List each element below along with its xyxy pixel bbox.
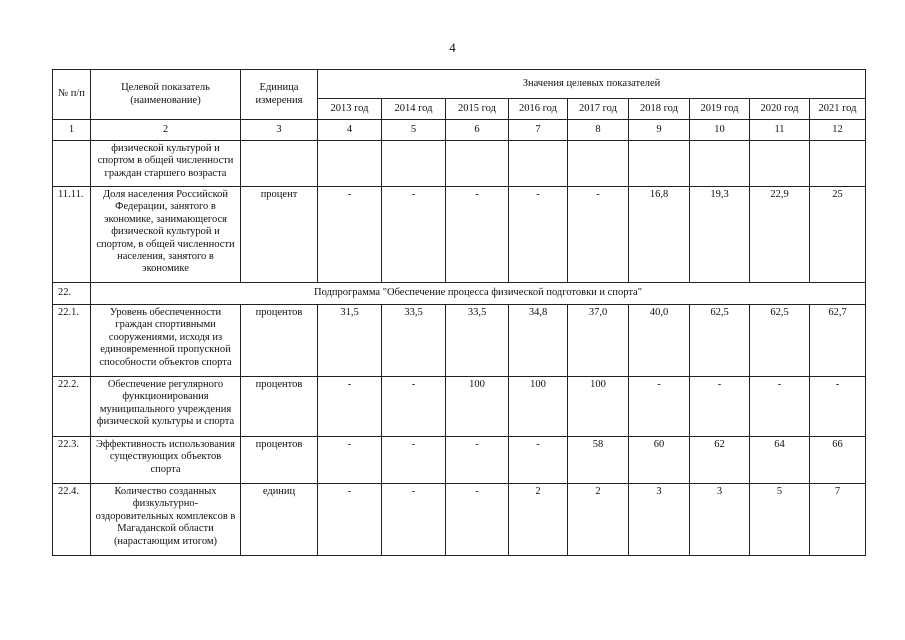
value-cell: -	[382, 437, 446, 484]
year-header: 2019 год	[690, 99, 750, 120]
value-cell: 100	[446, 377, 509, 437]
value-cell: 64	[750, 437, 810, 484]
value-cell	[382, 141, 446, 187]
value-cell: -	[382, 187, 446, 283]
value-cell: -	[318, 484, 382, 556]
value-cell: 62,5	[690, 305, 750, 377]
value-cell: 33,5	[382, 305, 446, 377]
unit: процентов	[241, 377, 318, 437]
indicator-name: Уровень обеспеченности граждан спортивными сооружениями, исходя из единовременной пропускной способности объектов спорта	[91, 305, 241, 377]
value-cell	[690, 141, 750, 187]
row-number: 22.3.	[53, 437, 91, 484]
indicator-name: Обеспечение регулярного функционирования муниципального учреждения физической культуры и спорта	[91, 377, 241, 437]
subprogram-row	[53, 283, 866, 305]
value-cell: 2	[509, 484, 568, 556]
value-cell: 33,5	[446, 305, 509, 377]
year-header: 2021 год	[810, 99, 866, 120]
value-cell: -	[629, 377, 690, 437]
unit	[241, 141, 318, 187]
target-indicators-table	[52, 69, 866, 556]
value-cell	[810, 141, 866, 187]
value-cell: 22,9	[750, 187, 810, 283]
value-cell: 62	[690, 437, 750, 484]
col-number: 9	[629, 120, 690, 141]
row-number: 22.2.	[53, 377, 91, 437]
value-cell: 3	[629, 484, 690, 556]
row-number: 22.4.	[53, 484, 91, 556]
value-cell: -	[509, 187, 568, 283]
value-cell: 25	[810, 187, 866, 283]
header-values: Значения целевых показателей	[318, 70, 866, 99]
value-cell: -	[382, 484, 446, 556]
indicator-name: физической культурой и спортом в общей численности граждан старшего возраста	[91, 141, 241, 187]
value-cell: 62,7	[810, 305, 866, 377]
unit: единиц	[241, 484, 318, 556]
value-cell: -	[810, 377, 866, 437]
value-cell: -	[318, 187, 382, 283]
indicator-name: Количество созданных физкультурно-оздоровительных комплексов в Магаданской области (нарастающим итогом)	[91, 484, 241, 556]
value-cell	[568, 141, 629, 187]
value-cell: 16,8	[629, 187, 690, 283]
unit: процентов	[241, 305, 318, 377]
unit: процентов	[241, 437, 318, 484]
value-cell: -	[509, 437, 568, 484]
value-cell: -	[318, 377, 382, 437]
header-indicator: Целевой показатель (наименование)	[91, 70, 241, 120]
year-header: 2014 год	[382, 99, 446, 120]
table-row	[53, 141, 866, 187]
value-cell: -	[446, 437, 509, 484]
year-header: 2018 год	[629, 99, 690, 120]
value-cell: 3	[690, 484, 750, 556]
value-cell: -	[446, 187, 509, 283]
value-cell	[750, 141, 810, 187]
col-number: 1	[53, 120, 91, 141]
value-cell: -	[318, 437, 382, 484]
value-cell: 40,0	[629, 305, 690, 377]
value-cell: -	[446, 484, 509, 556]
value-cell: 5	[750, 484, 810, 556]
table-row	[53, 305, 866, 377]
col-number: 4	[318, 120, 382, 141]
table-row	[53, 187, 866, 283]
year-header: 2020 год	[750, 99, 810, 120]
value-cell: 66	[810, 437, 866, 484]
value-cell: -	[568, 187, 629, 283]
year-header: 2016 год	[509, 99, 568, 120]
row-number: 22.	[53, 283, 91, 305]
year-header: 2015 год	[446, 99, 509, 120]
value-cell: -	[382, 377, 446, 437]
indicator-name: Доля населения Российской Федерации, занятого в экономике, занимающегося физической культурой и спортом, в общей численности населения, занятого в экономике	[91, 187, 241, 283]
col-number: 2	[91, 120, 241, 141]
year-header: 2017 год	[568, 99, 629, 120]
value-cell	[509, 141, 568, 187]
value-cell: -	[750, 377, 810, 437]
value-cell: 7	[810, 484, 866, 556]
value-cell	[318, 141, 382, 187]
indicator-name: Эффективность использования существующих объектов спорта	[91, 437, 241, 484]
col-number: 11	[750, 120, 810, 141]
col-number: 3	[241, 120, 318, 141]
table-row	[53, 377, 866, 437]
row-number: 22.1.	[53, 305, 91, 377]
value-cell: 19,3	[690, 187, 750, 283]
page-number: 4	[449, 40, 456, 55]
value-cell: 31,5	[318, 305, 382, 377]
col-number: 7	[509, 120, 568, 141]
col-number: 6	[446, 120, 509, 141]
year-header: 2013 год	[318, 99, 382, 120]
col-number: 8	[568, 120, 629, 141]
col-number: 5	[382, 120, 446, 141]
col-number: 12	[810, 120, 866, 141]
value-cell: 100	[509, 377, 568, 437]
value-cell: 34,8	[509, 305, 568, 377]
value-cell: 37,0	[568, 305, 629, 377]
col-number: 10	[690, 120, 750, 141]
value-cell: 58	[568, 437, 629, 484]
value-cell: 60	[629, 437, 690, 484]
header-num: № п/п	[53, 70, 91, 120]
row-number: 11.11.	[53, 187, 91, 283]
value-cell: -	[690, 377, 750, 437]
value-cell	[629, 141, 690, 187]
value-cell	[446, 141, 509, 187]
subprogram-title: Подпрограмма "Обеспечение процесса физической подготовки и спорта"	[91, 283, 866, 305]
value-cell: 2	[568, 484, 629, 556]
header-unit: Единица измерения	[241, 70, 318, 120]
unit: процент	[241, 187, 318, 283]
value-cell: 62,5	[750, 305, 810, 377]
value-cell: 100	[568, 377, 629, 437]
table-row	[53, 484, 866, 556]
row-number	[53, 141, 91, 187]
table-row	[53, 437, 866, 484]
